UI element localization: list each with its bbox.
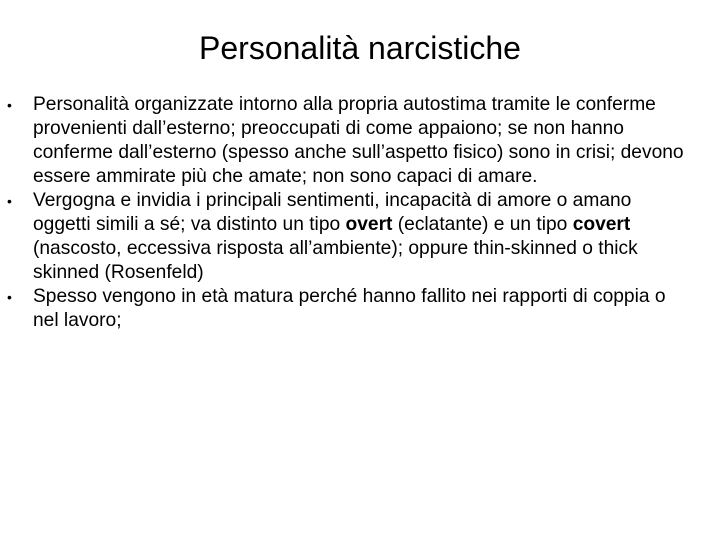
bullet-text-part: (eclatante) e un tipo xyxy=(392,214,573,235)
bullet-dot: • xyxy=(7,97,12,113)
bullet-text-part: Spesso vengono in età matura perché hanno fallito nei rapporti di coppia o nel lavoro; xyxy=(33,286,666,331)
bullet-text-part: Vergogna e invidia i principali sentimenti, incapacità di amore o amano oggetti simili a sé; va distinto un tipo xyxy=(33,190,632,235)
bullet-item xyxy=(0,189,693,285)
bullet-text xyxy=(33,94,684,187)
bullet-text-bold: overt xyxy=(345,214,393,235)
bullet-dot: • xyxy=(7,289,12,305)
bullet-text-part: (nascosto, eccessiva risposta all’ambiente); oppure thin-skinned o thick skinned (Rosenfeld) xyxy=(33,238,638,283)
bullet-text-part: Personalità organizzate intorno alla propria autostima tramite le conferme provenienti dall’esterno; preoccupati di come appaiono; se non hanno conferme dall’esterno (spesso anche sull’aspetto fisico) sono in crisi; devono essere ammirate più che amate; non sono capaci di amare. xyxy=(33,94,684,187)
bullet-text xyxy=(33,286,666,331)
bullet-item xyxy=(0,285,693,333)
bullet-text xyxy=(33,190,638,283)
bullet-list xyxy=(0,93,720,333)
bullet-item xyxy=(0,93,693,189)
slide-title: Personalità narcistiche xyxy=(199,30,521,66)
bullet-dot: • xyxy=(7,193,12,209)
bullet-text-bold: covert xyxy=(572,214,631,235)
